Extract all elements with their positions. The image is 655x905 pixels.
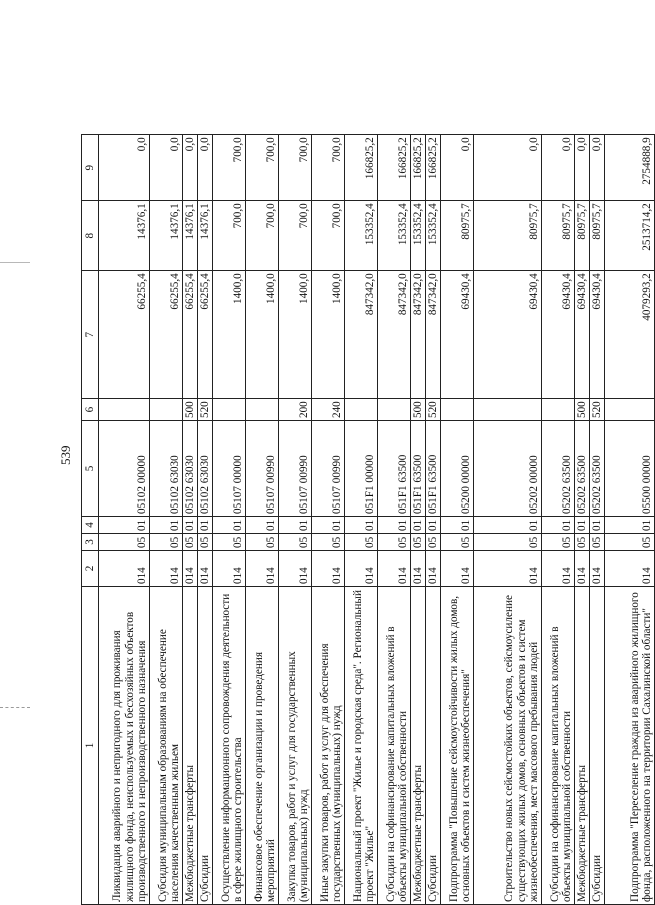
row-gr-code: 014: [213, 551, 246, 587]
row-csr-code: 05102 63030: [150, 421, 183, 517]
table-header-row: [82, 135, 99, 905]
row-pr-code: 01: [378, 517, 411, 534]
row-csr-code: 05102 63030: [198, 421, 213, 517]
row-name: Осуществление информационного сопровождения деятельности в сфере жилищного строительства: [213, 587, 246, 905]
row-gr-code: 014: [378, 551, 411, 587]
table-row: [590, 135, 605, 905]
row-csr-code: 05107 00990: [279, 421, 312, 517]
row-csr-code: 05202 63500: [575, 421, 590, 517]
row-value-col7: 847342,0: [426, 271, 441, 399]
row-pr-code: 01: [426, 517, 441, 534]
row-value-col8: 80975,7: [441, 201, 474, 271]
row-value-col9: 0,0: [198, 135, 213, 201]
row-value-col9: 0,0: [150, 135, 183, 201]
row-vr-code: [150, 399, 183, 421]
row-pr-code: 01: [279, 517, 312, 534]
row-pr-code: 01: [441, 517, 474, 534]
table-row: [605, 135, 655, 905]
row-pr-code: 01: [246, 517, 279, 534]
row-gr-code: 014: [99, 551, 150, 587]
row-value-col9: 0,0: [590, 135, 605, 201]
row-pr-code: 01: [198, 517, 213, 534]
row-vr-code: 500: [411, 399, 426, 421]
row-value-col7: 69430,4: [575, 271, 590, 399]
scan-artifact-line: [0, 262, 30, 263]
row-value-col8: 80975,7: [542, 201, 575, 271]
row-value-col7: 847342,0: [345, 271, 378, 399]
row-value-col8: 14376,1: [150, 201, 183, 271]
row-value-col9: 700,0: [279, 135, 312, 201]
row-vr-code: 240: [312, 399, 345, 421]
row-csr-code: 05107 00000: [213, 421, 246, 517]
table-row: [312, 135, 345, 905]
table-row: [345, 135, 378, 905]
row-name: Межбюджетные трансферты: [411, 587, 426, 905]
row-vr-code: 520: [198, 399, 213, 421]
row-value-col7: 1400,0: [213, 271, 246, 399]
row-rz-code: 05: [590, 534, 605, 551]
row-pr-code: 01: [411, 517, 426, 534]
row-vr-code: [246, 399, 279, 421]
row-value-col9: 166825,2: [378, 135, 411, 201]
table-row: [575, 135, 590, 905]
row-name: Финансовое обеспечение организации и проведения мероприятий: [246, 587, 279, 905]
row-vr-code: [474, 399, 542, 421]
row-pr-code: 01: [183, 517, 198, 534]
row-gr-code: 014: [590, 551, 605, 587]
row-rz-code: 05: [426, 534, 441, 551]
row-vr-code: [345, 399, 378, 421]
row-value-col7: 66255,4: [99, 271, 150, 399]
row-vr-code: 500: [575, 399, 590, 421]
row-value-col9: 166825,2: [345, 135, 378, 201]
row-gr-code: 014: [312, 551, 345, 587]
row-rz-code: 05: [99, 534, 150, 551]
row-value-col9: 700,0: [312, 135, 345, 201]
row-name: Субсидия муниципальным образованиям на обеспечение населения качественным жильем: [150, 587, 183, 905]
row-name: Подпрограмма "Повышение сейсмоустойчивости жилых домов, основных объектов и систем жизнеобеспечения": [441, 587, 474, 905]
row-gr-code: 014: [474, 551, 542, 587]
row-rz-code: 05: [213, 534, 246, 551]
row-value-col8: 14376,1: [198, 201, 213, 271]
table-row: [150, 135, 183, 905]
row-value-col9: 0,0: [441, 135, 474, 201]
row-pr-code: 01: [605, 517, 655, 534]
row-name: Национальный проект "Жилье и городская среда". Региональный проект "Жилье": [345, 587, 378, 905]
table-row: [183, 135, 198, 905]
budget-table: [81, 134, 655, 905]
row-csr-code: 05102 00000: [99, 421, 150, 517]
row-gr-code: 014: [411, 551, 426, 587]
row-vr-code: [605, 399, 655, 421]
row-rz-code: 05: [542, 534, 575, 551]
row-rz-code: 05: [312, 534, 345, 551]
row-csr-code: 05202 00000: [474, 421, 542, 517]
row-name: Субсидии: [426, 587, 441, 905]
row-name: Субсидии на софинансирование капитальных вложений в объекты муниципальной собственности: [542, 587, 575, 905]
row-value-col7: 1400,0: [246, 271, 279, 399]
column-number: 6: [82, 399, 99, 421]
row-value-col7: 69430,4: [441, 271, 474, 399]
row-value-col9: 2754888,9: [605, 135, 655, 201]
row-vr-code: [213, 399, 246, 421]
row-rz-code: 05: [279, 534, 312, 551]
row-vr-code: 520: [426, 399, 441, 421]
row-value-col7: 847342,0: [411, 271, 426, 399]
row-rz-code: 05: [441, 534, 474, 551]
row-value-col9: 700,0: [246, 135, 279, 201]
row-rz-code: 05: [246, 534, 279, 551]
row-pr-code: 01: [213, 517, 246, 534]
row-pr-code: 01: [312, 517, 345, 534]
column-number: 2: [82, 551, 99, 587]
row-value-col8: 80975,7: [474, 201, 542, 271]
row-pr-code: 01: [345, 517, 378, 534]
row-value-col9: 166825,2: [426, 135, 441, 201]
row-pr-code: 01: [542, 517, 575, 534]
table-row: [441, 135, 474, 905]
row-gr-code: 014: [575, 551, 590, 587]
row-name: Подпрограмма "Переселение граждан из аварийного жилищного фонда, расположенного на территории Сахалинской области": [605, 587, 655, 905]
row-vr-code: [542, 399, 575, 421]
row-pr-code: 01: [575, 517, 590, 534]
row-name: Межбюджетные трансферты: [575, 587, 590, 905]
row-rz-code: 05: [605, 534, 655, 551]
row-csr-code: 05107 00990: [312, 421, 345, 517]
row-gr-code: 014: [605, 551, 655, 587]
row-value-col9: 166825,2: [411, 135, 426, 201]
row-csr-code: 051F1 63500: [411, 421, 426, 517]
row-value-col8: 14376,1: [99, 201, 150, 271]
row-rz-code: 05: [411, 534, 426, 551]
row-name: Субсидии: [590, 587, 605, 905]
row-gr-code: 014: [183, 551, 198, 587]
row-pr-code: 01: [590, 517, 605, 534]
table-row: [542, 135, 575, 905]
row-value-col9: 0,0: [575, 135, 590, 201]
row-value-col8: 14376,1: [183, 201, 198, 271]
row-csr-code: 05202 63500: [590, 421, 605, 517]
row-vr-code: [99, 399, 150, 421]
table-row: [213, 135, 246, 905]
row-gr-code: 014: [345, 551, 378, 587]
row-value-col7: 66255,4: [198, 271, 213, 399]
row-rz-code: 05: [183, 534, 198, 551]
table-row: [378, 135, 411, 905]
row-gr-code: 014: [246, 551, 279, 587]
row-name: Иные закупки товаров, работ и услуг для обеспечения государственных (муниципальных) нужд: [312, 587, 345, 905]
row-pr-code: 01: [99, 517, 150, 534]
row-value-col7: 1400,0: [279, 271, 312, 399]
row-value-col8: 80975,7: [575, 201, 590, 271]
row-value-col9: 0,0: [474, 135, 542, 201]
row-gr-code: 014: [198, 551, 213, 587]
row-value-col8: 700,0: [246, 201, 279, 271]
row-vr-code: 520: [590, 399, 605, 421]
row-value-col8: 700,0: [213, 201, 246, 271]
row-name: Субсидии на софинансирование капитальных вложений в объекты муниципальной собственности: [378, 587, 411, 905]
table-row: [474, 135, 542, 905]
row-csr-code: 05107 00990: [246, 421, 279, 517]
row-rz-code: 05: [150, 534, 183, 551]
table-row: [198, 135, 213, 905]
row-gr-code: 014: [150, 551, 183, 587]
row-value-col7: 66255,4: [150, 271, 183, 399]
row-value-col7: 69430,4: [474, 271, 542, 399]
column-number: 3: [82, 534, 99, 551]
row-gr-code: 014: [542, 551, 575, 587]
column-number: 4: [82, 517, 99, 534]
row-csr-code: 051F1 63500: [426, 421, 441, 517]
row-value-col7: 1400,0: [312, 271, 345, 399]
row-csr-code: 051F1 00000: [345, 421, 378, 517]
table-row: [279, 135, 312, 905]
page-number: 539: [58, 445, 73, 465]
column-number: 9: [82, 135, 99, 201]
row-value-col8: 153352,4: [378, 201, 411, 271]
row-rz-code: 05: [378, 534, 411, 551]
table-row: [426, 135, 441, 905]
row-value-col7: 847342,0: [378, 271, 411, 399]
row-pr-code: 01: [474, 517, 542, 534]
row-value-col8: 80975,7: [590, 201, 605, 271]
row-value-col8: 153352,4: [411, 201, 426, 271]
row-gr-code: 014: [441, 551, 474, 587]
row-vr-code: [378, 399, 411, 421]
column-number: 7: [82, 271, 99, 399]
row-csr-code: 051F1 63500: [378, 421, 411, 517]
row-csr-code: 05102 63030: [183, 421, 198, 517]
row-value-col8: 700,0: [312, 201, 345, 271]
row-vr-code: 200: [279, 399, 312, 421]
row-csr-code: 05200 00000: [441, 421, 474, 517]
row-value-col7: 4079293,2: [605, 271, 655, 399]
row-value-col8: 153352,4: [426, 201, 441, 271]
row-name: Межбюджетные трансферты: [183, 587, 198, 905]
row-rz-code: 05: [474, 534, 542, 551]
row-pr-code: 01: [150, 517, 183, 534]
row-csr-code: 05500 00000: [605, 421, 655, 517]
row-vr-code: [441, 399, 474, 421]
row-value-col9: 0,0: [99, 135, 150, 201]
row-name: Субсидии: [198, 587, 213, 905]
table-row: [246, 135, 279, 905]
row-value-col8: 700,0: [279, 201, 312, 271]
row-vr-code: 500: [183, 399, 198, 421]
column-number: 8: [82, 201, 99, 271]
row-rz-code: 05: [198, 534, 213, 551]
row-value-col8: 153352,4: [345, 201, 378, 271]
table-row: [411, 135, 426, 905]
row-value-col8: 2513714,2: [605, 201, 655, 271]
rotated-page: [30, 30, 654, 905]
row-gr-code: 014: [279, 551, 312, 587]
row-value-col9: 0,0: [183, 135, 198, 201]
column-number: 5: [82, 421, 99, 517]
row-name: Закупка товаров, работ и услуг для государственных (муниципальных) нужд: [279, 587, 312, 905]
row-rz-code: 05: [345, 534, 378, 551]
column-number: 1: [82, 587, 99, 905]
row-value-col7: 69430,4: [590, 271, 605, 399]
scan-artifact-line: [0, 707, 30, 708]
row-name: Строительство новых сейсмостойких объектов, сейсмоусиление существующих жилых домов, основных объектов и систем жизнеобеспечения, мест массового пребывания людей: [474, 587, 542, 905]
row-gr-code: 014: [426, 551, 441, 587]
row-name: Ликвидация аварийного и непригодного для проживания жилищного фонда, неиспользуемых и бесхозяйных объектов производственного и непроизводственного назначения: [99, 587, 150, 905]
table-row: [99, 135, 150, 905]
row-value-col7: 66255,4: [183, 271, 198, 399]
row-rz-code: 05: [575, 534, 590, 551]
row-csr-code: 05202 63500: [542, 421, 575, 517]
row-value-col9: 700,0: [213, 135, 246, 201]
row-value-col7: 69430,4: [542, 271, 575, 399]
row-value-col9: 0,0: [542, 135, 575, 201]
